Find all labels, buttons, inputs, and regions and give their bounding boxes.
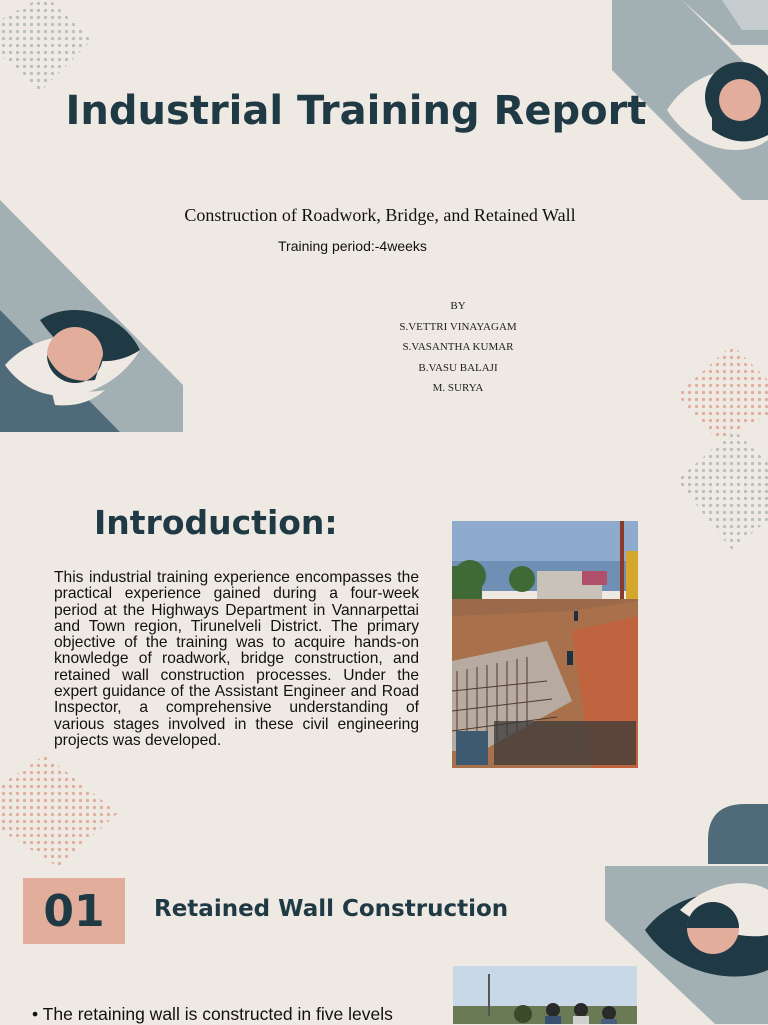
eye-decoration-left: [0, 200, 185, 435]
author-name: S.VETTRI VINAYAGAM: [399, 320, 517, 333]
report-subtitle: Construction of Roadwork, Bridge, and Retained Wall: [184, 205, 576, 225]
retaining-wall-photo: [453, 966, 637, 1024]
section-heading: Retained Wall Construction: [154, 896, 509, 922]
construction-site-photo: [452, 521, 638, 768]
training-period: Training period:-4weeks: [278, 238, 427, 254]
author-by-label: BY: [450, 300, 466, 312]
dot-pattern-bottom-left: [0, 755, 120, 870]
dot-pattern-right-grey: [672, 425, 768, 550]
dot-pattern-top-left: [0, 0, 100, 100]
introduction-body: This industrial training experience encompasses the practical experience gained during a four-week period at the Highways Department in Vannarpettai and Town region, Tirunelveli District. The primary objective of the training was to acquire hands-on knowledge of roadwork, bridge construction, and retained wall construction processes. Under the expert guidance of the Assistant Engineer and Road Inspector, a comprehensive understanding of various stages involved in these civil engineering projects was developed.: [54, 569, 419, 749]
author-name: B.VASU BALAJI: [418, 361, 498, 374]
report-title: Industrial Training Report: [65, 88, 647, 134]
introduction-heading: Introduction:: [94, 503, 338, 542]
section-bullet-item: • The retaining wall is constructed in five levels: [32, 1004, 393, 1024]
section-number-badge: 01: [23, 878, 125, 944]
author-name: M. SURYA: [432, 382, 484, 395]
author-list: [358, 296, 558, 399]
author-name: S.VASANTHA KUMAR: [402, 341, 514, 354]
